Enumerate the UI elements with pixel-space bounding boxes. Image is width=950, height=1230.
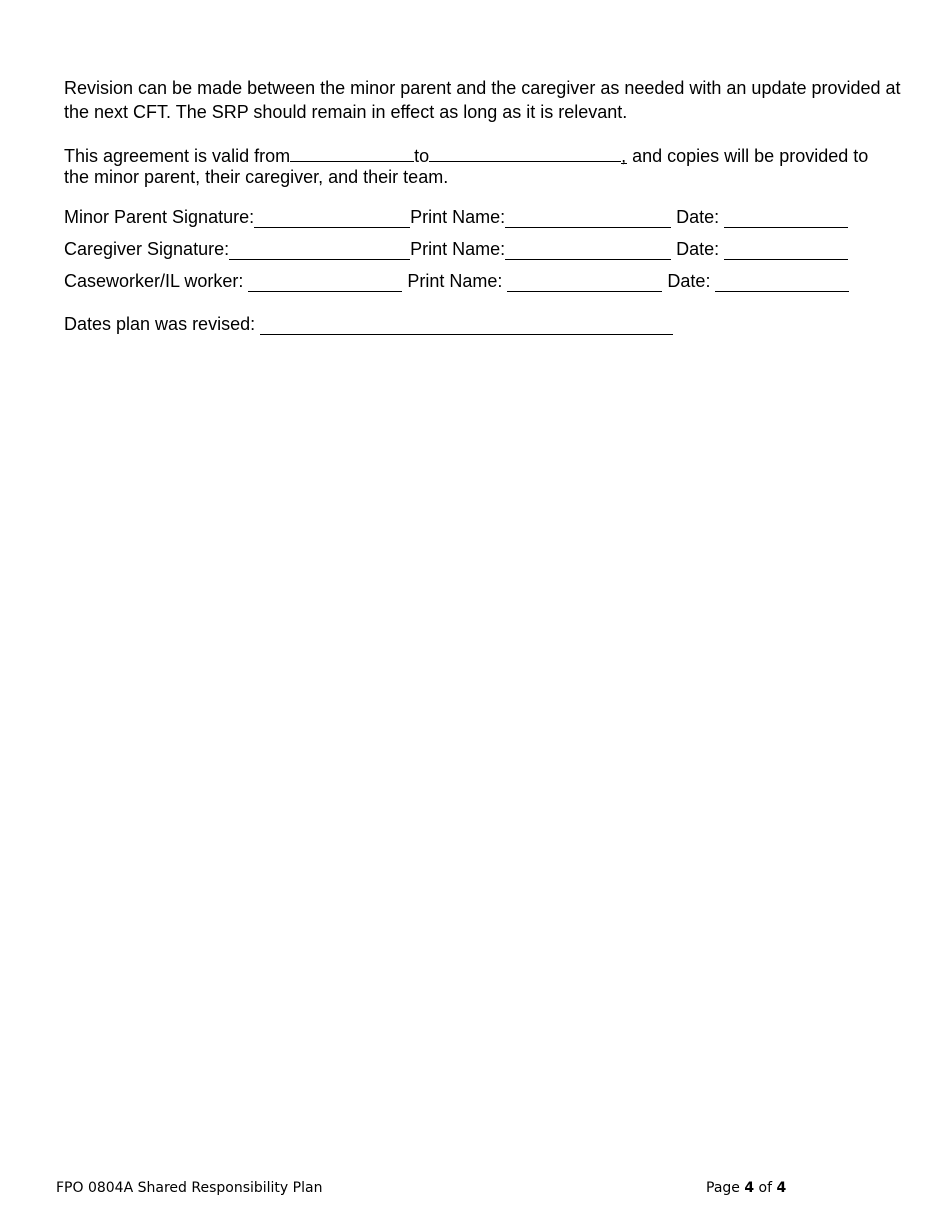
validity-comma: , [621, 146, 627, 166]
minor-parent-print-name-field[interactable] [505, 210, 671, 228]
page-of: of [754, 1180, 777, 1196]
page-word: Page [706, 1180, 745, 1196]
valid-to-field[interactable] [429, 144, 621, 162]
date-label: Date: [662, 271, 716, 291]
validity-statement [64, 144, 904, 188]
signature-row-caregiver [64, 236, 904, 260]
minor-parent-date-field[interactable] [724, 210, 848, 228]
minor-parent-signature-label: Minor Parent Signature: [64, 207, 255, 227]
date-label: Date: [671, 207, 725, 227]
validity-line2: the minor parent, their caregiver, and their team. [64, 167, 449, 187]
validity-prefix: This agreement is valid from [64, 146, 291, 166]
signature-row-minor-parent [64, 204, 904, 228]
valid-from-field[interactable] [290, 144, 414, 162]
caseworker-print-name-field[interactable] [507, 274, 662, 292]
validity-to: to [414, 146, 430, 166]
caregiver-print-name-field[interactable] [505, 242, 671, 260]
form-content [64, 76, 904, 335]
print-name-label: Print Name: [410, 207, 506, 227]
revision-dates-row [64, 311, 904, 335]
page-total: 4 [776, 1180, 787, 1196]
validity-suffix: and copies will be provided to [627, 146, 869, 166]
caregiver-signature-label: Caregiver Signature: [64, 239, 230, 259]
revised-dates-label: Dates plan was revised: [64, 314, 261, 334]
caseworker-signature-field[interactable] [248, 274, 402, 292]
revised-dates-field[interactable] [260, 317, 673, 335]
caseworker-date-field[interactable] [715, 274, 849, 292]
page-number [706, 1180, 786, 1196]
signature-row-caseworker [64, 268, 904, 292]
caregiver-signature-field[interactable] [229, 242, 410, 260]
form-title: FPO 0804A Shared Responsibility Plan [56, 1180, 323, 1196]
print-name-label: Print Name: [410, 239, 506, 259]
print-name-label: Print Name: [402, 271, 508, 291]
caseworker-signature-label: Caseworker/IL worker: [64, 271, 249, 291]
page-current: 4 [744, 1180, 755, 1196]
caregiver-date-field[interactable] [724, 242, 848, 260]
revision-paragraph: Revision can be made between the minor parent and the caregiver as needed with an update provided at the next CFT. The SRP should remain in effect as long as it is relevant. [64, 78, 901, 122]
minor-parent-signature-field[interactable] [254, 210, 410, 228]
date-label: Date: [671, 239, 725, 259]
